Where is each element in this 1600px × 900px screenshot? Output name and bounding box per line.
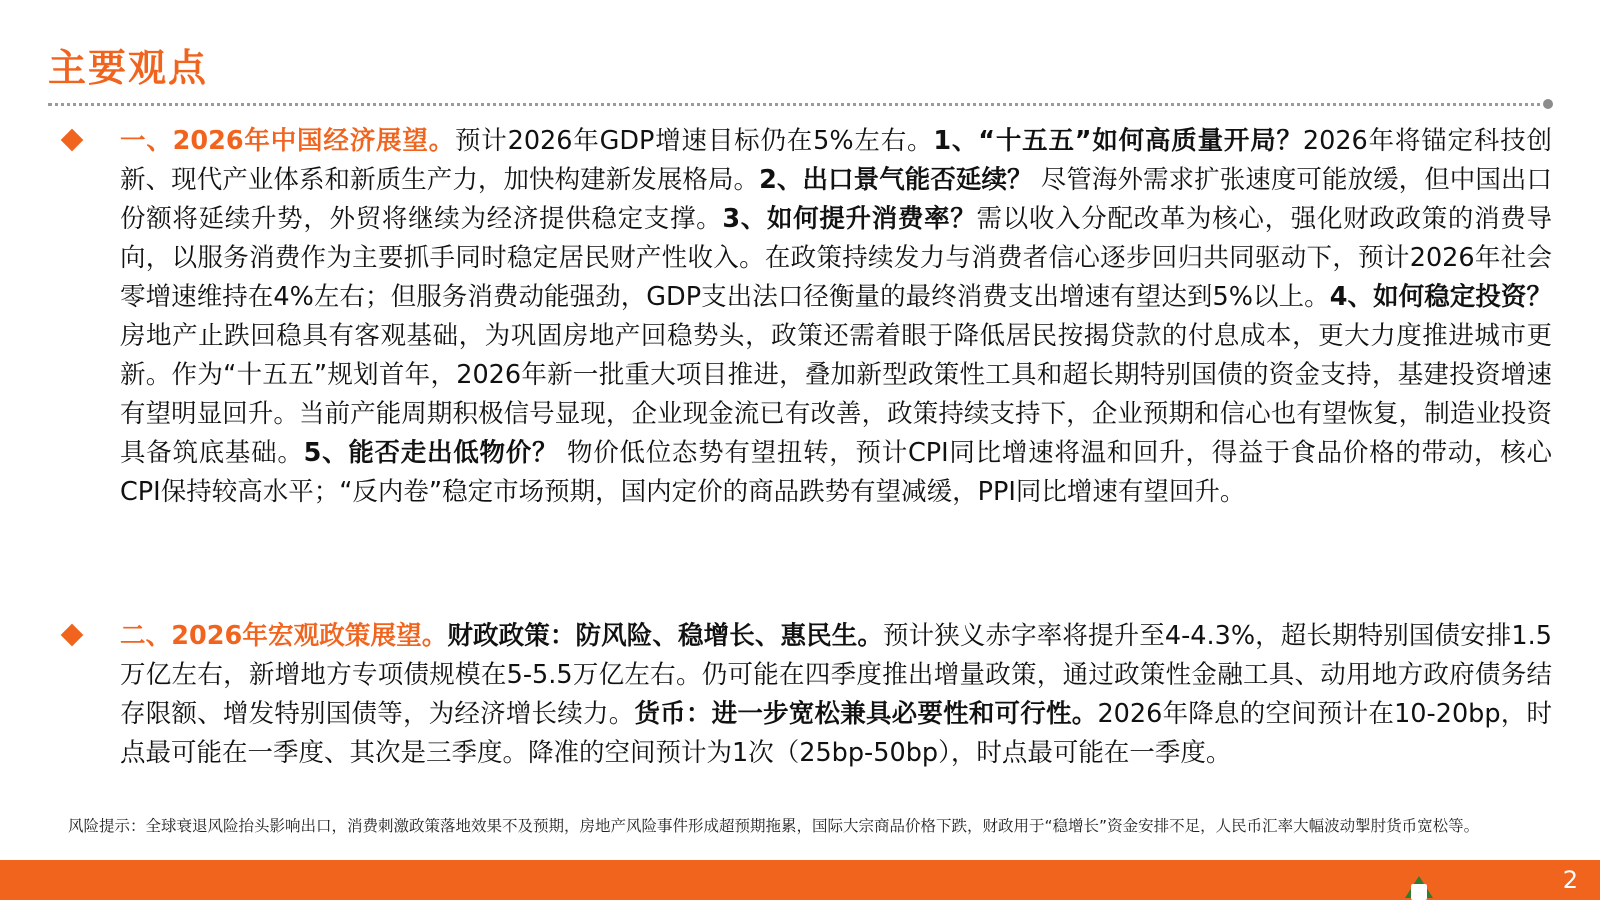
risk-disclaimer: 风险提示：全球衰退风险抬头影响出口，消费刺激政策落地效果不及预期，房地产风险事件形成超预期拖累，国际大宗商品价格下跌，财政用于“稳增长”资金安排不足，人民币汇率大幅波动掣肘货币宽松等。 bbox=[68, 817, 1480, 835]
text-run: 尽管海外需求扩张速度可能放缓，但中国出口份额将延续升势，外贸将继续为经济提供稳定支撑。 bbox=[120, 165, 1552, 234]
question-heading: 4、如何稳定投资？ bbox=[1329, 282, 1552, 312]
policy-heading: 货币：进一步宽松兼具必要性和可行性。 bbox=[634, 699, 1098, 729]
question-heading: 5、能否走出低物价？ bbox=[303, 438, 559, 468]
title-divider bbox=[48, 103, 1548, 106]
text-run: 需以收入分配改革为核心，强化财政政策的消费导向，以服务消费作为主要抓手同时稳定居民财产性收入。在政策持续发力与消费者信心逐步回归共同驱动下，预计2026年社会零增速维持在4%左右；但服务消费动能强劲，GDP支出法口径衡量的最终消费支出增速有望达到5%以上。 bbox=[120, 204, 1552, 312]
text-run: 2026年将锚定科技创新、现代产业体系和新质生产力，加快构建新发展格局。 bbox=[120, 126, 1553, 195]
page-number: 2 bbox=[1562, 866, 1578, 894]
brand-logo-inner bbox=[1411, 884, 1427, 900]
policy-heading: 财政政策：防风险、稳增长、惠民生。 bbox=[447, 621, 883, 651]
text-run: 物价低位态势有望扭转，预计CPI同比增速将温和回升，得益于食品价格的带动，核心CPI保持较高水平；“反内卷”稳定市场预期，国内定价的商品跌势有望减缓，PPI同比增速有望回升。 bbox=[120, 438, 1552, 507]
key-point-1-text bbox=[120, 122, 1552, 512]
question-heading: 3、如何提升消费率？ bbox=[722, 204, 977, 234]
text-run: 预计2026年GDP增速目标仍在5%左右。 bbox=[454, 126, 934, 156]
question-heading: 1、“十五五”如何高质量开局？ bbox=[933, 126, 1303, 156]
text-run: 预计狭义赤字率将提升至4-4.3%，超长期特别国债安排1.5万亿左右，新增地方专项债规模在5-5.5万亿左右。仍可能在四季度推出增量政策，通过政策性金融工具、动用地方政府债务结存限额、增发特别国债等，为经济增长续力。 bbox=[120, 621, 1552, 729]
question-heading: 2、出口景气能否延续？ bbox=[759, 165, 1033, 195]
key-point-2-text bbox=[120, 617, 1552, 773]
divider-end-dot bbox=[1543, 99, 1553, 109]
section-heading: 二、2026年宏观政策展望。 bbox=[120, 621, 448, 651]
diamond-bullet-icon bbox=[61, 624, 84, 647]
text-run: 2026年降息的空间预计在10-20bp，时点最可能在一季度、其次是三季度。降准的空间预计为1次（25bp-50bp），时点最可能在一季度。 bbox=[120, 699, 1552, 768]
page-title: 主要观点 bbox=[48, 45, 209, 90]
footer-bar bbox=[0, 860, 1600, 900]
text-run: 房地产止跌回稳具有客观基础，为巩固房地产回稳势头，政策还需着眼于降低居民按揭贷款的付息成本，更大力度推进城市更新。作为“十五五”规划首年，2026年新一批重大项目推进，叠加新型政策性工具和超长期特别国债的资金支持，基建投资增速有望明显回升。当前产能周期积极信号显现，企业现金流已有改善，政策持续支持下，企业预期和信心也有望恢复，制造业投资具备筑底基础。 bbox=[120, 321, 1552, 468]
key-point-1 bbox=[64, 122, 1552, 512]
diamond-bullet-icon bbox=[61, 129, 84, 152]
section-heading: 一、2026年中国经济展望。 bbox=[120, 126, 455, 156]
key-point-2 bbox=[64, 617, 1552, 773]
